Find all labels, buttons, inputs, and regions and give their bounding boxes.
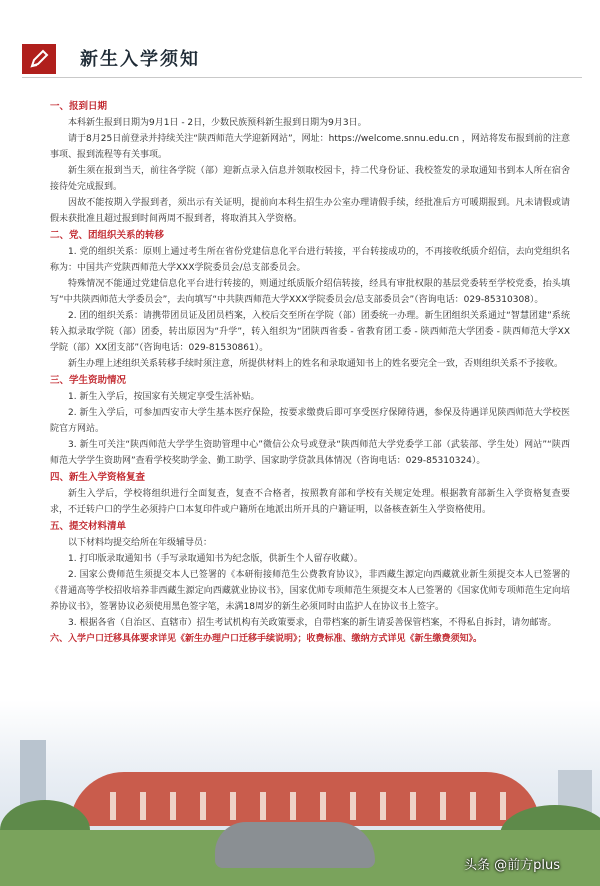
- paragraph: 1. 新生入学后，按国家有关规定享受生活补贴。: [68, 392, 260, 402]
- paragraph: 1. 党的组织关系：原则上通过考生所在省份党建信息化平台进行转接，平台转接成功的，不再接收纸质介绍信，去向党组织名称为：中国共产党陕西师范大学XXX学院委员会/总支部委员会。: [50, 247, 570, 273]
- paragraph: 以下材料均提交给所在年级辅导员：: [68, 538, 213, 548]
- paragraph: 请于8月25日前登录并持续关注“陕西师范大学迎新网站”，网址：https://welcome.snnu.edu.cn ，网站将发布报到前的注意事项、报到流程等有关事项。: [50, 134, 570, 160]
- paragraph: 因故不能按期入学报到者，须出示有关证明，提前向本科生招生办公室办理请假手续，经批准后方可暖期报到。凡未请假或请假未获批准且超过报到时间两周不报到者，将取消其入学资格。: [50, 198, 570, 224]
- section-heading-4: 四、新生入学资格复查: [50, 472, 146, 483]
- section-heading-3: 三、学生资助情况: [50, 375, 127, 386]
- paragraph: 2. 新生入学后，可参加西安市大学生基本医疗保险，按要求缴费后即可享受医疗保障待遇，参保及待遇详见陕西师范大学校医院官方网站。: [50, 408, 570, 434]
- stone-monument: [215, 822, 375, 868]
- header-divider: [22, 77, 582, 78]
- page-header: [18, 42, 582, 78]
- paragraph: 本科新生报到日期为9月1日 - 2日，少数民族预科新生报到日期为9月3日。: [68, 118, 367, 128]
- paragraph: 新生须在报到当天，前往各学院（部）迎新点录入信息并领取校园卡，持二代身份证、我校签发的录取通知书到本人所在宿舍接待处完成报到。: [50, 166, 570, 192]
- watermark: 头条 @前方plus: [464, 858, 561, 873]
- final-note: 六、入学户口迁移具体要求详见《新生办理户口迁移手续说明》；收费标准、缴纳方式详见《新生缴费须知》。: [50, 634, 483, 644]
- section-heading-2: 二、党、团组织关系的转移: [50, 230, 165, 241]
- paragraph: 新生入学后，学校将组织进行全面复查，复查不合格者，按照教育部和学校有关规定处理。根据教育部新生入学资格复查要求，不迁转户口的学生必须持户口本复印件或户籍所在地派出所开具的户籍证明，以备核查新生入学资格使用。: [50, 489, 570, 515]
- paragraph: 特殊情况不能通过党建信息化平台进行转接的，则通过纸质版介绍信转接，经具有审批权限的基层党委转至学校党委，抬头填写“中共陕西师范大学委员会”，去向填写“中共陕西师范大学XXX学院委员会/总支部委员会”（咨询电话：029-85310308）。: [50, 279, 570, 305]
- paragraph: 2. 团的组织关系：请携带团员证及团员档案，入校后交至所在学院（部）团委统一办理。新生团组织关系通过“智慧团建”系统转入拟录取学院（部）团委，转出原因为“升学”，转入组织为“团陕西省委 - 省教育团工委 - 陕西师范大学团委 - 陕西师范大学XX学院（部）XX团支部”（咨询电话：029-81530861）。: [50, 311, 570, 353]
- library-building: [70, 772, 540, 826]
- paragraph: 3. 根据各省（自治区、直辖市）招生考试机构有关政策要求，自带档案的新生请妥善保管档案，不得私自拆封，请勿邮寄。: [68, 618, 557, 628]
- paragraph: 1. 打印版录取通知书（手写录取通知书为纪念版，供新生个人留存收藏）。: [68, 554, 363, 564]
- section-heading-5: 五、提交材料清单: [50, 521, 127, 532]
- paragraph: 新生办理上述组织关系转移手续时须注意，所提供材料上的姓名和录取通知书上的姓名要完全一致，否则组织关系不予接收。: [68, 359, 564, 369]
- paragraph: 3. 新生可关注“陕西师范大学学生资助管理中心”微信公众号或登录“陕西师范大学党委学工部（武装部、学生处）网站”“陕西师范大学学生资助网”查看学校奖助学金、勤工助学、国家助学贷款具体情况（咨询电话：029-85310324）。: [50, 440, 570, 466]
- notice-body: [50, 98, 570, 647]
- section-heading-1: 一、报到日期: [50, 101, 108, 112]
- page-title: 新生入学须知: [80, 49, 200, 70]
- edit-icon: [22, 44, 56, 74]
- paragraph: 2. 国家公费师范生须提交本人已签署的《本研衔接师范生公费教育协议》，非西藏生源定向西藏就业新生须提交本人已签署的《普通高等学校招收培养非西藏生源定向西藏就业协议书》，国家优师专项师范生须提交本人已签署的《国家优师专项师范生定向培养协议书》，签署协议必须使用黑色签字笔，未满18周岁的新生必须同时由监护人在协议书上签字。: [50, 570, 570, 612]
